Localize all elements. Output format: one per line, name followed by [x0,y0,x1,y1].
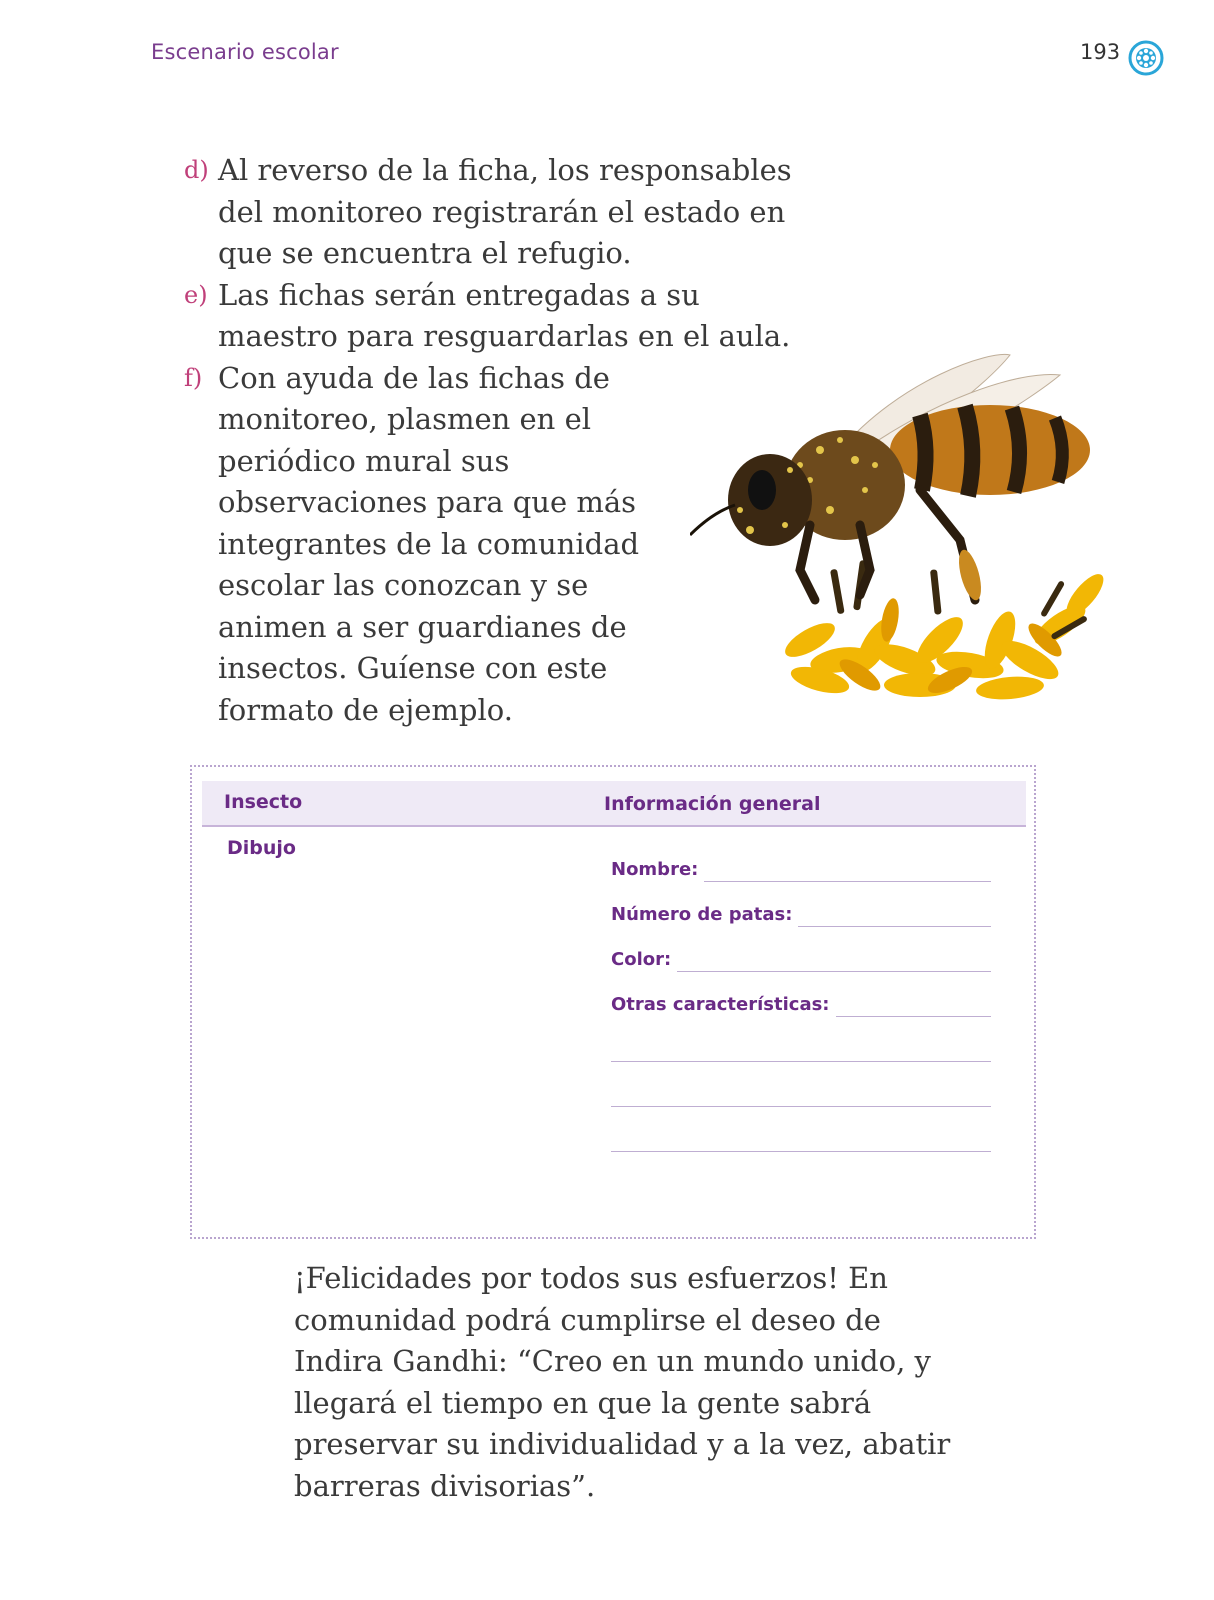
field-color [611,927,991,972]
insect-form-card [190,765,1036,1239]
step-marker: e) [184,280,208,309]
bee-abdomen [890,405,1090,496]
extra-blank-line[interactable] [611,1017,991,1062]
drawing-label: Dibujo [227,837,296,859]
field-label: Número de patas: [611,904,793,925]
closing-paragraph: ¡Felicidades por todos sus esfuerzos! En comunidad podrá cumplirse el deseo de Indira Gandhi: “Creo en un mundo unido, y llegará el tiempo en que la gente sabrá preservar su individualidad y a la vez, abatir barreras divisorias”. [294,1261,951,1503]
bee-on-flower-photo [690,340,1130,700]
field-blank-line[interactable] [798,906,991,927]
list-item [184,150,804,275]
field-legs [611,882,991,927]
step-text: Con ayuda de las fichas de monitoreo, plasmen en el periódico mural sus observaciones para que más integrantes de la comunidad escolar las conozcan y se animen a ser guardianes de insectos. Guíense con este formato de ejemplo. [218,360,640,727]
field-blank-line[interactable] [836,996,992,1017]
field-label: Otras características: [611,994,830,1015]
column-header-info: Información general [604,793,821,815]
flower-badge-icon [1128,40,1164,76]
info-fields [611,837,991,1152]
field-name [611,837,991,882]
column-header-insect: Insecto [224,791,303,813]
field-blank-line[interactable] [704,861,991,882]
field-label: Color: [611,949,672,970]
field-other [611,972,991,1017]
step-marker: d) [184,156,209,184]
field-blank-line[interactable] [677,951,991,972]
extra-blank-line[interactable] [611,1107,991,1152]
step-text: Las fichas serán entregadas a su maestro para resguardarlas en el aula. [218,277,791,353]
field-label: Nombre: [611,859,699,880]
step-marker: f) [184,363,203,392]
form-header [202,781,1026,827]
header-section-title: Escenario escolar [151,40,339,64]
step-text: Al reverso de la ficha, los responsables del monitoreo registrarán el estado en que se encuentra el refugio. [218,153,792,270]
page-number: 193 [1080,40,1121,64]
extra-blank-line[interactable] [611,1062,991,1107]
flower-petals [780,560,1109,700]
